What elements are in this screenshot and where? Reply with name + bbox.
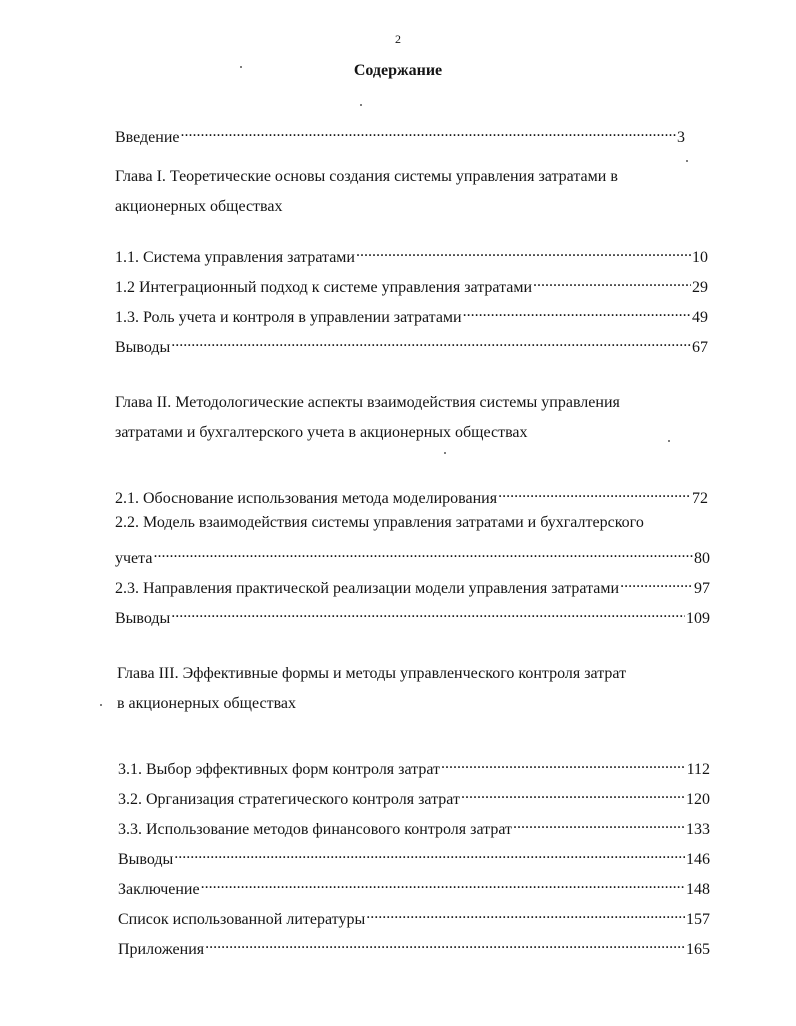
toc-entry xyxy=(118,754,710,780)
toc-entry-label: 1.2 Интеграционный подход к системе управления затратами xyxy=(115,279,533,296)
toc-leader-dots xyxy=(153,543,693,563)
chapter-1-heading-line-1: Глава I. Теоретические основы создания системы управления затратами в xyxy=(115,168,618,185)
scan-speck xyxy=(360,104,362,106)
toc-entry-page: 112 xyxy=(686,761,710,778)
toc-entry xyxy=(115,242,708,268)
toc-entry-label: Введение xyxy=(115,129,180,146)
toc-entry-label: 3.3. Использование методов финансового контроля затрат xyxy=(118,821,513,838)
toc-entry-page: 148 xyxy=(686,881,710,898)
toc-entry-page: 146 xyxy=(686,851,710,868)
toc-entry xyxy=(115,603,710,629)
scan-speck xyxy=(686,160,688,162)
toc-entry-page: 109 xyxy=(686,610,710,627)
toc-entry-label: Список использованной литературы xyxy=(118,911,366,928)
page-number: 2 xyxy=(395,32,401,46)
toc-entry-label: 1.1. Система управления затратами xyxy=(115,249,355,266)
toc-entry-label: 2.1. Обоснование использования метода моделирования xyxy=(115,490,498,507)
toc-entry-intro xyxy=(115,122,685,148)
chapter-3-heading-line-1: Глава III. Эффективные формы и методы управленческого контроля затрат xyxy=(117,665,627,682)
toc-leader-dots xyxy=(171,603,685,623)
toc-entry-page: 165 xyxy=(686,941,710,958)
toc-leader-dots xyxy=(461,784,685,804)
toc-entry-page: 133 xyxy=(686,821,710,838)
toc-entry xyxy=(115,543,710,569)
toc-leader-dots xyxy=(533,272,691,292)
toc-entry xyxy=(118,874,710,900)
toc-entry xyxy=(115,483,708,509)
toc-entry-page: 120 xyxy=(686,791,710,808)
chapter-3-heading-line-2: в акционерных обществах xyxy=(117,695,297,712)
scan-speck xyxy=(444,452,446,454)
toc-entry xyxy=(115,573,710,599)
toc-entry-page: 29 xyxy=(692,279,708,296)
chapter-2-heading-line-1: Глава II. Методологические аспекты взаимодействия системы управления xyxy=(115,394,620,411)
page-title: Содержание xyxy=(353,62,443,79)
scan-speck xyxy=(240,66,242,68)
toc-entry-page: 80 xyxy=(694,550,710,567)
scan-speck xyxy=(100,704,102,706)
toc-entry-page: 72 xyxy=(692,490,708,507)
toc-leader-dots xyxy=(174,844,685,864)
toc-leader-dots xyxy=(181,122,677,142)
scan-speck xyxy=(668,440,670,442)
toc-entry-label: 2.3. Направления практической реализации модели управления затратами xyxy=(115,580,620,597)
toc-leader-dots xyxy=(620,573,693,593)
toc-leader-dots xyxy=(463,302,691,322)
toc-entry-label: Приложения xyxy=(118,941,205,958)
toc-entry-label: 2.2. Модель взаимодействия системы управления затратами и бухгалтерского xyxy=(115,514,644,531)
toc-leader-dots xyxy=(366,904,685,924)
toc-leader-dots xyxy=(441,754,686,774)
chapter-1-heading-line-2: акционерных обществах xyxy=(115,198,283,215)
toc-entry-label: Выводы xyxy=(118,851,174,868)
toc-leader-dots xyxy=(356,242,691,262)
toc-entry-label: учета xyxy=(115,550,153,567)
toc-entry xyxy=(118,784,710,810)
toc-entry-label: 3.1. Выбор эффективных форм контроля затрат xyxy=(118,761,441,778)
toc-entry xyxy=(118,904,710,930)
toc-leader-dots xyxy=(171,332,691,352)
toc-entry-label: 3.2. Организация стратегического контроля затрат xyxy=(118,791,460,808)
toc-leader-dots xyxy=(201,874,685,894)
toc-entry-page: 157 xyxy=(686,911,710,928)
toc-entry-page: 3 xyxy=(677,129,685,146)
toc-entry xyxy=(118,844,710,870)
toc-leader-dots xyxy=(205,934,685,954)
toc-entry-label: Заключение xyxy=(118,881,200,898)
toc-entry xyxy=(118,814,710,840)
toc-entry-page: 10 xyxy=(692,249,708,266)
toc-entry xyxy=(115,272,708,298)
toc-entry xyxy=(115,302,708,328)
chapter-2-heading-line-2: затратами и бухгалтерского учета в акционерных обществах xyxy=(115,424,528,441)
toc-entry-label: 1.3. Роль учета и контроля в управлении затратами xyxy=(115,309,462,326)
toc-entry-page: 97 xyxy=(694,580,710,597)
toc-entry-page: 49 xyxy=(692,309,708,326)
toc-leader-dots xyxy=(513,814,685,834)
toc-entry xyxy=(115,332,708,358)
toc-leader-dots xyxy=(498,483,691,503)
toc-entry-label: Выводы xyxy=(115,339,171,356)
toc-entry-label: Выводы xyxy=(115,610,171,627)
toc-entry xyxy=(118,934,710,960)
toc-entry-page: 67 xyxy=(692,339,708,356)
